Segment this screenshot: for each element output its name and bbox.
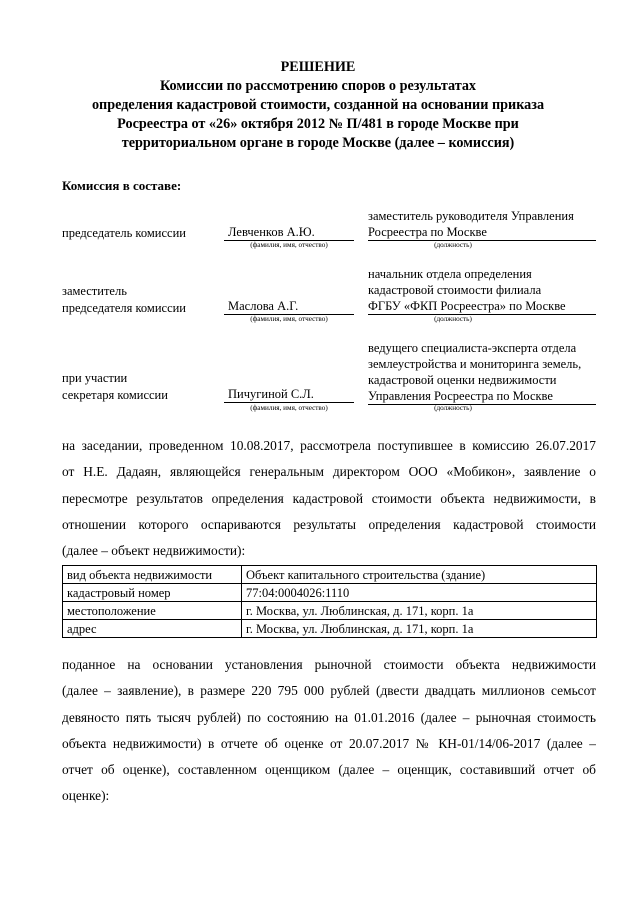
paragraph-line: (далее – заявление), в размере 220 795 000 рублей (двести двадцать миллионов семьсот <box>62 683 596 699</box>
member-role <box>62 370 168 404</box>
title-line-2: Комиссии по рассмотрению споров о результатах <box>159 78 477 94</box>
paragraph-line: девяносто пять тысяч рублей) по состоянию на 01.01.2016 (далее – рыночная стоимость <box>62 709 596 725</box>
position-line: землеустройства и мониторинга земель, <box>368 357 582 371</box>
table-row <box>63 584 597 602</box>
table-cell-value: г. Москва, ул. Люблинская, д. 171, корп. 1а <box>242 602 597 620</box>
member-role-line: председатель комиссии <box>62 226 186 240</box>
application-paragraph <box>62 652 596 810</box>
paragraph-line: пересмотре результатов определения кадастровой стоимости объекта недвижимости, в <box>62 490 596 506</box>
paragraph-line: поданное на основании установления рыночной стоимости объекта недвижимости <box>62 657 596 672</box>
name-caption: (фамилия, имя, отчество) <box>250 315 328 323</box>
position-line: ведущего специалиста-эксперта отдела <box>368 341 577 355</box>
member-name-field: Пичугиной С.Л. <box>224 386 354 403</box>
table-cell-label: адрес <box>63 620 242 638</box>
position-line: Росреестра по Москве <box>368 225 487 239</box>
table-row <box>63 566 597 584</box>
table-cell-label: вид объекта недвижимости <box>63 566 242 584</box>
paragraph-line: объекта недвижимости) в отчете об оценке от 20.07.2017 № КН-01/14/06-2017 (далее – <box>62 735 596 751</box>
member-role <box>62 283 186 317</box>
table-cell-value: г. Москва, ул. Люблинская, д. 171, корп. 1а <box>242 620 597 638</box>
name-caption: (фамилия, имя, отчество) <box>250 241 328 249</box>
member-name-field: Маслова А.Г. <box>224 298 354 315</box>
title-line-5: территориальном органе в городе Москве (далее – комиссия) <box>121 135 515 151</box>
title-line-3: определения кадастровой стоимости, созданной на основании приказа <box>91 97 545 113</box>
position-caption: (должность) <box>434 315 472 323</box>
table-row <box>63 602 597 620</box>
paragraph-line: (далее – объект недвижимости): <box>62 543 246 559</box>
table-row <box>63 620 597 638</box>
member-role-line: заместитель <box>62 284 127 298</box>
member-role-line: председателя комиссии <box>62 301 186 315</box>
object-table <box>62 565 597 638</box>
position-line: заместитель руководителя Управления <box>368 209 574 223</box>
hearing-paragraph <box>62 433 596 564</box>
name-caption: (фамилия, имя, отчество) <box>250 404 328 412</box>
title-line-1: РЕШЕНИЕ <box>280 59 356 75</box>
commission-label: Комиссия в составе: <box>62 178 182 193</box>
member-name-field: Левченков А.Ю. <box>224 224 354 241</box>
member-role-line: при участии <box>62 371 128 385</box>
table-cell-label: кадастровый номер <box>63 584 242 602</box>
member-position-field <box>368 266 596 315</box>
position-caption: (должность) <box>434 404 472 412</box>
position-line: кадастровой стоимости филиала <box>368 283 542 297</box>
title-line-4: Росреестра от «26» октября 2012 № П/481 в городе Москве при <box>117 116 519 132</box>
member-position-field <box>368 340 596 405</box>
member-position-field <box>368 208 596 241</box>
paragraph-line: отношении которого оспариваются результаты определения кадастровой стоимости <box>62 516 596 532</box>
position-line: Управления Росреестра по Москве <box>368 389 553 403</box>
document-title <box>40 58 596 153</box>
paragraph-line: отчет об оценке), составленном оценщиком (далее – оценщик, составивший отчет об <box>62 762 596 778</box>
member-role <box>62 225 186 242</box>
paragraph-line: оценке): <box>62 788 110 804</box>
position-caption: (должность) <box>434 241 472 249</box>
position-line: начальник отдела определения <box>368 267 532 281</box>
table-cell-value: Объект капитального строительства (здание) <box>242 566 597 584</box>
paragraph-line: на заседании, проведенном 10.08.2017, рассмотрела поступившее в комиссию 26.07.2017 <box>62 438 596 453</box>
position-line: ФГБУ «ФКП Росреестра» по Москве <box>368 299 566 313</box>
position-line: кадастровой оценки недвижимости <box>368 373 557 387</box>
table-cell-label: местоположение <box>63 602 242 620</box>
member-role-line: секретаря комиссии <box>62 388 168 402</box>
table-cell-value: 77:04:0004026:1110 <box>242 584 597 602</box>
paragraph-line: от Н.Е. Дадаян, являющейся генеральным директором ООО «Мобикон», заявление о <box>62 464 596 480</box>
